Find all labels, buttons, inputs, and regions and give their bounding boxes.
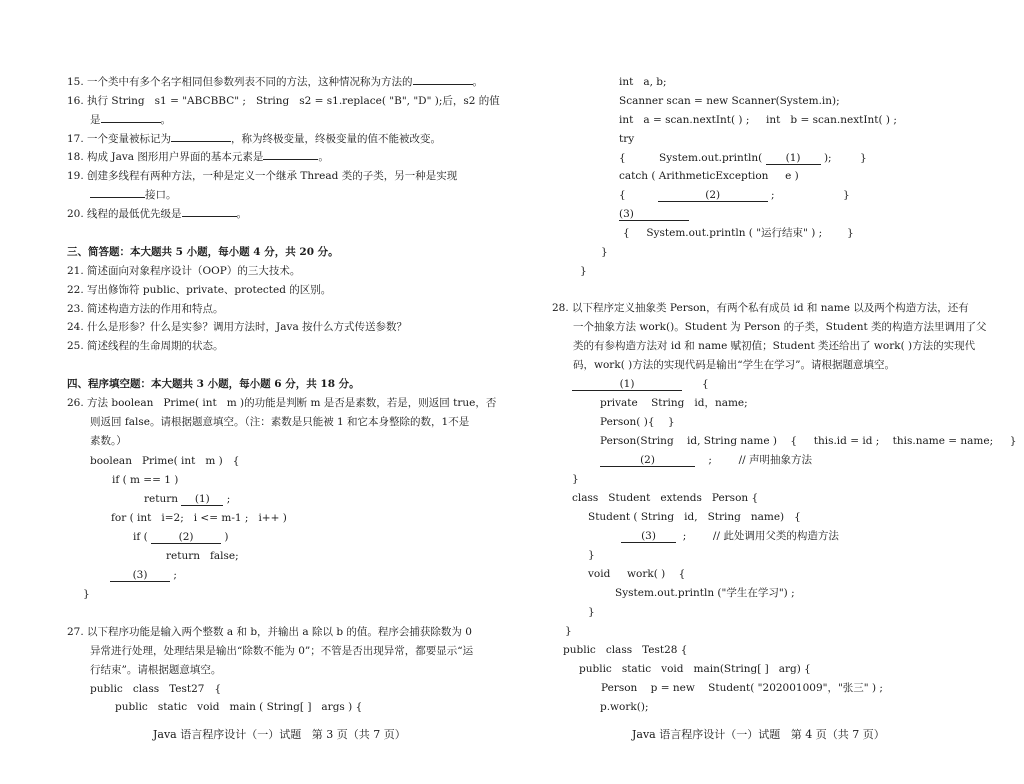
question-text: 以下程序功能是输入两个整数 a 和 b，并输出 a 除以 b 的值。程序会捕获除数为 0 bbox=[87, 626, 472, 638]
punct: 。 bbox=[160, 114, 171, 126]
question-number: 20. bbox=[67, 208, 84, 220]
code-line bbox=[110, 568, 177, 582]
question-text: ，称为终极变量，终极变量的值不能被改变。 bbox=[231, 133, 442, 145]
answer-blank-3: (3) bbox=[619, 208, 689, 221]
question-23 bbox=[67, 302, 224, 316]
code-line bbox=[144, 492, 230, 506]
question-text: 简述线程的生命周期的状态。 bbox=[87, 340, 224, 352]
punct: 。 bbox=[472, 76, 484, 88]
question-text: 异常进行处理，处理结果是输出“除数不能为 0”；不管是否出现异常，都要显示“运 bbox=[90, 645, 474, 657]
question-text: 写出修饰符 public、private、protected 的区别。 bbox=[87, 284, 332, 296]
code-line: int a, b; bbox=[619, 76, 667, 88]
code-line: } bbox=[847, 227, 854, 239]
code-line: return false; bbox=[166, 550, 239, 562]
page-footer: Java 语言程序设计（一）试题 第 4 页（共 7 页） bbox=[632, 728, 885, 741]
answer-blank-3: (3) bbox=[110, 569, 170, 582]
question-text: 构成 Java 图形用户界面的基本元素是 bbox=[87, 151, 264, 163]
code-line: Person( ){ } bbox=[600, 416, 675, 428]
question-24 bbox=[67, 320, 407, 334]
answer-blank-2: (2) bbox=[151, 531, 221, 544]
code-text: ) bbox=[224, 531, 229, 543]
answer-blank-1: (1) bbox=[181, 493, 223, 506]
code-line bbox=[619, 188, 775, 202]
question-text: 一个变量被标记为 bbox=[87, 133, 172, 145]
question-text: 方法 boolean Prime( int m )的功能是判断 m 是否是素数，若是，则返回 true，否 bbox=[87, 397, 497, 409]
question-25 bbox=[67, 339, 224, 353]
code-line: public class Test28 { bbox=[563, 644, 688, 656]
code-text: { bbox=[619, 189, 626, 201]
code-line: boolean Prime( int m ) { bbox=[90, 455, 240, 467]
code-text: if ( bbox=[133, 531, 148, 543]
code-line: if ( m == 1 ) bbox=[112, 474, 179, 486]
question-19 bbox=[67, 169, 457, 183]
code-line: } bbox=[860, 152, 867, 164]
question-number: 23. bbox=[67, 303, 84, 315]
answer-blank-2: (2) bbox=[658, 189, 768, 202]
question-text: 素数。） bbox=[90, 435, 127, 447]
question-number: 17. bbox=[67, 133, 84, 145]
question-text: 线程的最低优先级是 bbox=[87, 208, 182, 220]
question-number: 28. bbox=[552, 302, 569, 314]
question-20 bbox=[67, 207, 247, 221]
code-text: { bbox=[702, 378, 709, 390]
question-text: 一个抽象方法 work()。Student 为 Person 的子类，Student 类的构造方法里调用了父 bbox=[573, 321, 987, 333]
code-text: ); bbox=[823, 152, 832, 164]
code-line: } bbox=[580, 265, 587, 277]
question-18 bbox=[67, 150, 329, 164]
question-number: 15. bbox=[67, 76, 84, 88]
code-text: return bbox=[144, 493, 178, 505]
question-number: 26. bbox=[67, 397, 84, 409]
code-line: } bbox=[83, 588, 90, 600]
code-line bbox=[572, 377, 709, 391]
question-21 bbox=[67, 264, 300, 278]
code-line: } bbox=[588, 549, 595, 561]
code-text: ; bbox=[173, 569, 177, 581]
code-line: Scanner scan = new Scanner(System.in); bbox=[619, 95, 840, 107]
code-line: try bbox=[619, 133, 635, 145]
question-number: 27. bbox=[67, 626, 84, 638]
answer-blank-1: (1) bbox=[766, 152, 821, 165]
code-line bbox=[621, 529, 839, 543]
question-text: 码，work( )方法的实现代码是输出“学生在学习”。请根据题意填空。 bbox=[573, 359, 895, 371]
question-number: 25. bbox=[67, 340, 84, 352]
question-text: 类的有参构造方法对 id 和 name 赋初值；Student 类还给出了 work( )方法的实现代 bbox=[573, 340, 976, 352]
code-line: } bbox=[565, 625, 572, 637]
question-26 bbox=[67, 396, 496, 410]
code-text: ; // 声明抽象方法 bbox=[708, 454, 813, 466]
code-line bbox=[133, 530, 228, 544]
question-16 bbox=[67, 94, 500, 108]
question-text: 一个类中有多个名字相同但参数列表不同的方法，这种情况称为方法的 bbox=[87, 76, 413, 88]
question-number: 24. bbox=[67, 321, 84, 333]
question-text: 创建多线程有两种方法，一种是定义一个继承 Thread 类的子类，另一种是实现 bbox=[87, 170, 458, 182]
answer-blank bbox=[263, 159, 318, 160]
code-line: int a = scan.nextInt( ) ; int b = scan.nextInt( ) ; bbox=[619, 114, 897, 126]
code-line: } bbox=[572, 473, 579, 485]
code-line: private String id，name; bbox=[600, 397, 748, 409]
question-number: 21. bbox=[67, 265, 84, 277]
code-line: for ( int i=2; i <= m-1 ; i++ ) bbox=[111, 512, 287, 524]
code-line: public static void main ( String[ ] args ) { bbox=[115, 701, 363, 713]
code-line: p.work(); bbox=[600, 701, 649, 713]
answer-blank bbox=[90, 197, 145, 198]
code-line: public static void main(String[ ] arg) { bbox=[579, 663, 811, 675]
question-27 bbox=[67, 625, 472, 639]
question-17 bbox=[67, 132, 441, 146]
code-line: Person p = new Student( "202001009"，"张三" ) ; bbox=[601, 682, 883, 694]
question-number: 22. bbox=[67, 284, 84, 296]
code-line: } bbox=[843, 189, 850, 201]
punct: 。 bbox=[236, 208, 248, 220]
punct: 。 bbox=[318, 151, 329, 163]
answer-blank-1: (1) bbox=[572, 378, 682, 391]
code-line bbox=[619, 207, 689, 221]
code-line: { System.out.println ( "运行结束" ) ; bbox=[623, 227, 823, 239]
code-line: public class Test27 { bbox=[90, 683, 222, 695]
question-15 bbox=[67, 75, 483, 89]
question-text: 简述面向对象程序设计（OOP）的三大技术。 bbox=[87, 265, 301, 277]
code-line: void work( ) { bbox=[588, 568, 686, 580]
code-line: } bbox=[601, 246, 608, 258]
code-text: { System.out.println( bbox=[619, 152, 763, 164]
question-text: 行结束”。请根据题意填空。 bbox=[90, 664, 222, 676]
answer-blank bbox=[171, 141, 231, 142]
question-text: 什么是形参？什么是实参？调用方法时，Java 按什么方式传送参数？ bbox=[87, 321, 408, 333]
question-text: 简述构造方法的作用和特点。 bbox=[87, 303, 224, 315]
answer-blank-2: (2) bbox=[600, 454, 695, 467]
code-line: catch ( ArithmeticException e ) bbox=[619, 170, 799, 182]
question-text: 执行 String s1 = "ABCBBC" ; String s2 = s1.replace( "B", "D" );后，s2 的值 bbox=[87, 95, 500, 107]
question-28 bbox=[552, 301, 969, 315]
question-text: 则返回 false。请根据题意填空。（注：素数是只能被 1 和它本身整除的数，1不是 bbox=[90, 416, 470, 428]
code-line: System.out.println ("学生在学习") ; bbox=[615, 587, 795, 599]
answer-blank bbox=[101, 122, 161, 123]
answer-blank bbox=[182, 216, 237, 217]
code-line bbox=[619, 151, 832, 165]
code-line: Student ( String id, String name) { bbox=[588, 511, 801, 523]
question-number: 16. bbox=[67, 95, 84, 107]
section-3-heading: 三、简答题：本大题共 5 小题，每小题 4 分，共 20 分。 bbox=[67, 246, 339, 258]
code-text: ; bbox=[771, 189, 775, 201]
question-text: 接口。 bbox=[145, 189, 177, 201]
answer-blank-3: (3) bbox=[621, 530, 676, 543]
question-number: 19. bbox=[67, 170, 84, 182]
code-text: ; // 此处调用父类的构造方法 bbox=[682, 530, 839, 542]
code-line: } bbox=[588, 606, 595, 618]
page-footer: Java 语言程序设计（一）试题 第 3 页（共 7 页） bbox=[153, 728, 406, 741]
question-22 bbox=[67, 283, 331, 297]
question-text: 以下程序定义抽象类 Person，有两个私有成员 id 和 name 以及两个构造方法，还有 bbox=[572, 302, 969, 314]
code-text: ; bbox=[226, 493, 231, 505]
question-19-cont bbox=[90, 188, 177, 202]
question-16-cont bbox=[90, 113, 171, 127]
code-line bbox=[600, 453, 812, 467]
code-line: class Student extends Person { bbox=[572, 492, 759, 504]
code-line: Person(String id, String name ) { this.id = id ; this.name = name; } bbox=[600, 435, 1017, 447]
question-number: 18. bbox=[67, 151, 84, 163]
answer-blank bbox=[413, 84, 473, 85]
question-text: 是 bbox=[90, 114, 101, 126]
section-4-heading: 四、程序填空题：本大题共 3 小题，每小题 6 分，共 18 分。 bbox=[67, 378, 360, 390]
